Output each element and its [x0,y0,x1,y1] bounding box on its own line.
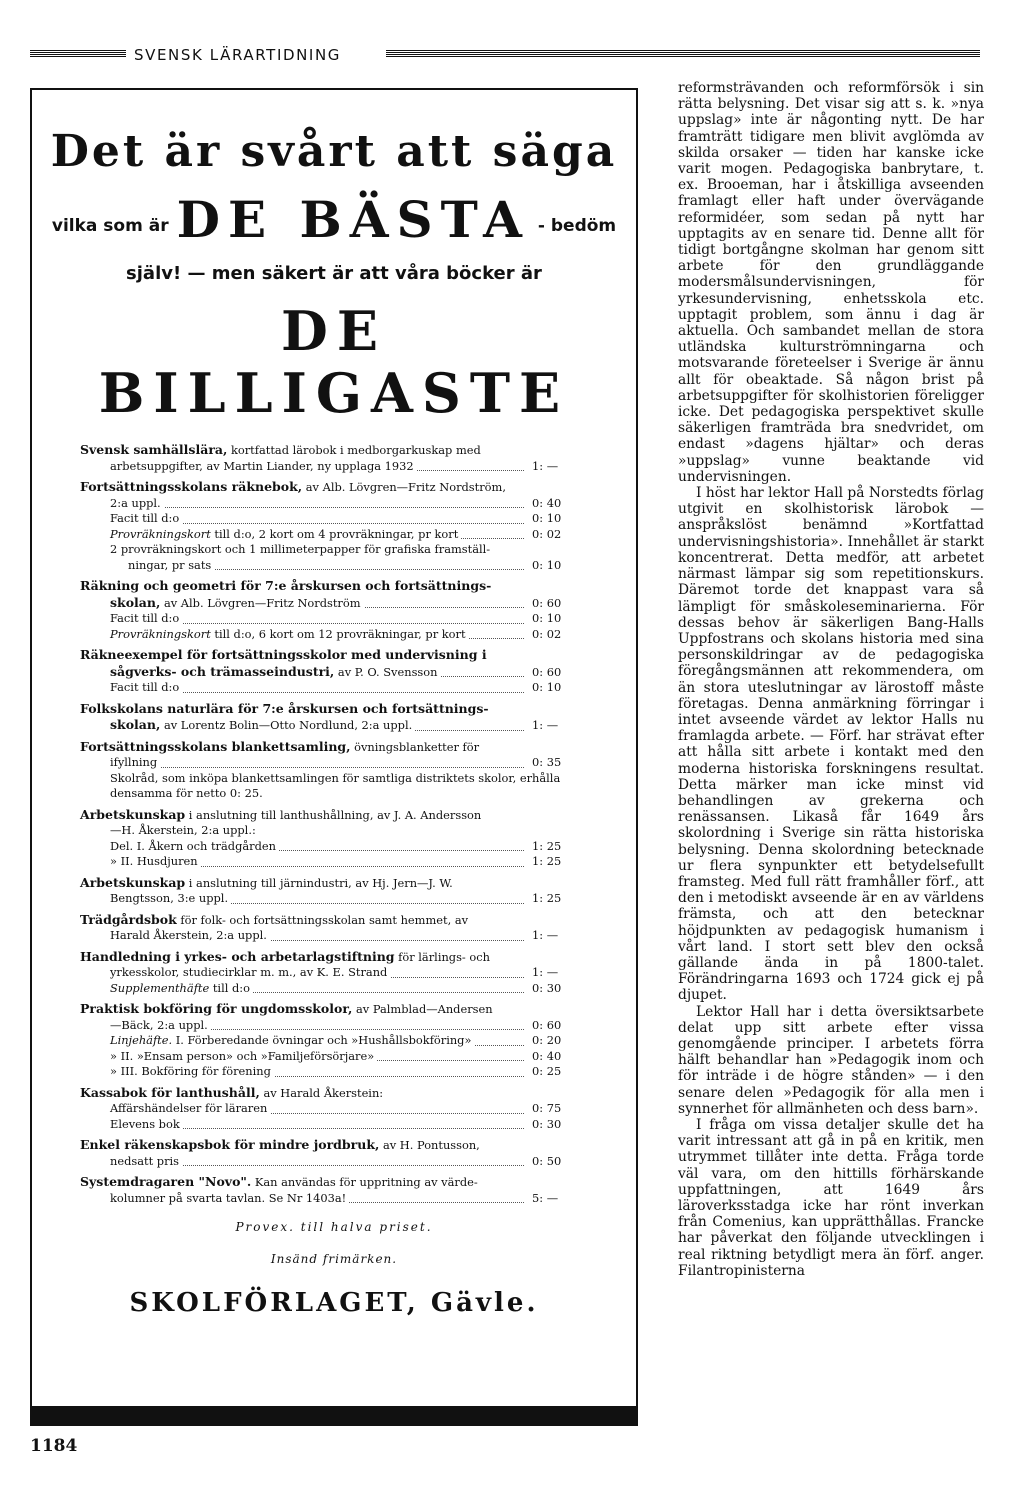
price: 1: — [532,928,580,944]
entry-desc: av Palmblad—Andersen [352,1002,493,1016]
entry-desc-cont: 2:a uppl. [110,495,161,510]
catalog-line [110,1101,580,1117]
sub-item [110,542,580,558]
line-text [110,511,182,525]
entry-title: Trädgårdsbok [80,911,177,927]
line-text [110,981,253,995]
entry-heading [80,949,580,966]
article-paragraph: reformsträvanden och reformförsök i sin rätta belysning. Det visar sig att s. k. »nya uppslag» inte är någonting nytt. De har framträtt tidigare men blivit avglömda av skilda orsaker — tiden har kanske icke varit mogen. Pedagogiska banbrytare, t. ex. Brooeman, har i åtskilliga avseenden framlagt eller haft under övervägande reformidéer, som sedan på nytt har upptagits av en senare tid. Denne allt för tidigt bortgångne skolman har genom sitt arbete för den grundläggande modersmålsundervisningen, för yrkesundervisning, enhetsskola etc. upptagit problem, som ännu i dag är aktuella. Och sambandet mellan de stora utländska kulturströmningarna och motsvarande företeelser i Sverige är ännu allt för obeaktade. Så någon brist på arbetsuppgifter för skolhistorien föreligger icke. Det pedagogiska perspektivet skulle säkerligen framträda bra snedvridet, om endast »dagens hjältar» och deras »uppslag» vunne beaktande vid undervisningen. [678,80,984,485]
line-text [110,665,440,679]
price: 0: 35 [532,755,580,771]
line-text [110,755,160,769]
price: 1: 25 [532,854,580,870]
line-text [110,928,270,942]
catalog-line [110,1064,580,1080]
price: 0: 60 [532,665,580,681]
entry-heading [80,875,580,892]
entry-desc-cont: yrkesskolor, studiecirklar m. m., av K. E. Strand [110,965,388,979]
entry-title-cont: skolan, [110,594,161,610]
price: 0: 02 [532,627,580,643]
line-text [110,627,469,641]
catalog-entry [80,1001,580,1080]
price: 1: — [532,965,580,981]
catalog-entry [80,647,580,696]
entry-heading [80,807,580,824]
entry-desc: för folk- och fortsättningsskolan samt hemmet, av [176,912,469,927]
header-rule-left [30,50,126,58]
sub-text: Facit till d:o [110,611,180,625]
price: 0: 75 [532,1101,580,1117]
line-text [110,1101,270,1115]
header-rule-right [386,50,980,58]
line-text [110,1191,349,1205]
price: 0: 25 [532,1064,580,1080]
catalog-entry [80,701,580,734]
catalog-line [110,496,580,512]
entry-heading [80,442,580,459]
entry-desc: av Alb. Lövgren—Fritz Nordström [160,595,361,610]
entry-title-cont: sågverks- och trämasseindustri, [110,663,335,679]
entry-desc: av H. Pontusson, [379,1138,480,1152]
catalog-line [110,527,580,543]
sub-text: till d:o [209,980,250,995]
running-header [30,44,980,66]
entry-title: Fortsättningsskolans blankettsamling, [80,738,351,754]
line-text [110,459,417,473]
catalog-line [110,965,580,981]
catalog-line [110,680,580,696]
price: 0: 40 [532,496,580,512]
line-text [110,1049,377,1063]
advertisement [30,88,638,1426]
ad-headline: Det är svårt att säga [50,126,618,177]
catalog-entry [80,912,580,944]
entry-desc-cont: arbetsuppgifter, av Martin Liander, ny upplaga 1932 [110,458,414,473]
price: 0: 40 [532,1049,580,1065]
article-paragraph: Lektor Hall har i detta översiktsarbete delat upp sitt arbete efter vissa genomgående principer. I arbetets förra hälft behandlar han »Pedagogik inom och för inträde i de högre stånden» — i den senare delen »Pedagogik för alla men i synnerhet för allmänheten och dess barn». [678,1003,984,1117]
ad-subheadline-pre: vilka som är [51,216,169,236]
catalog-line [110,1191,580,1207]
line-text [110,854,201,868]
line-text [110,965,390,979]
publisher-name: SKOLFÖRLAGET, Gävle. [129,1288,539,1318]
entry-heading [80,739,580,756]
sub-text: till d:o, 2 kort om 4 provräkningar, pr kort [210,526,459,541]
sub-text: » II. Husdjuren [110,854,198,868]
entry-desc: av Harald Åkerstein: [259,1085,384,1100]
ad-big-headline: DE BILLIGASTE [98,299,570,425]
entry-desc-cont: Harald Åkerstein, 2:a uppl. [110,928,267,942]
journal-title: SVENSK LÄRARTIDNING [134,46,342,64]
sub-label: Supplementhäfte [110,980,210,995]
entry-title: Folkskolans naturlära för 7:e årskursen och fortsättnings- [80,700,489,716]
catalog-line [110,664,580,681]
ad-subheadline-big: DE BÄSTA [176,190,530,249]
entry-title: Svensk samhällslära, [80,442,228,457]
entry-desc: av Lorentz Bolin—Otto Nordlund, 2:a uppl. [160,718,413,732]
entry-title: Kassabok för lanthushåll, [80,1084,260,1100]
sub-text: till d:o, 6 kort om 12 provräkningar, pr kort [210,626,466,641]
line-text [110,680,182,694]
sub-text: Facit till d:o [110,511,180,525]
line-text [110,1154,182,1168]
article-paragraph: I höst har lektor Hall på Norstedts förlag utgivit en skolhistorisk lärobok — anspråkslöst benämnd »Kortfattad undervisningshistoria». Innehållet är starkt koncentrerat. Detta medför, att arbetet närmast lämpar sig som repetitionskurs. Däremot torde det knappast vara så lämpligt för småskoleseminarierna. För dessas behov är säkerligen Bang-Halls Uppfostrans och skolans historia med sina personskildringar av de pedagogiska föregångsmännen att rekommendera, om än stora uteslutningar av lärostoff måste företagas. Denna anmärkning förringar i intet avseende värdet av lektor Halls nu framlagda arbete. — Förf. har strävat efter att hålla sitt arbete i kontakt med den moderna historiska forskningens resultat. Detta märker man icke minst vid behandlingen av grekerna och renässansen. Likaså får 1649 års skolordning i Sverige sin rätta historiska belysning. Denna skolordning betecknade ur flera synpunkter ett betydelsefullt framsteg. Med full rätt framhåller förf., att den i metodiskt avseende är en av världens främsta, och att den betecknar höjdpunkten av pedagogisk humanism i vårt land. I stort sett blev den också gällande ända in på 1800-talet. Förändringarna 1693 och 1724 gick ej på djupet. [678,485,984,1004]
entry-heading [80,1085,580,1102]
sub-text: 2 provräkningskort och 1 millimeterpapper för grafiska framställ- [110,542,491,556]
price: 1: 25 [532,839,580,855]
sub-label: Provräkningskort [110,626,211,641]
leader-dots [110,507,524,508]
line-text [110,1018,211,1032]
catalog-entry [80,479,580,573]
line-text [128,558,214,572]
line-text [110,496,164,510]
entry-heading [80,1001,580,1018]
catalog-line [110,627,580,643]
price: 0: 10 [532,511,580,527]
line-text [110,891,231,905]
entry-desc-cont: nedsatt pris [110,1153,180,1168]
catalog-line [110,1018,580,1034]
line-text [110,527,461,541]
line-text [110,1033,474,1047]
sub-text-cont: ningar, pr sats [128,557,212,572]
sub-text: Elevens bok [110,1116,180,1131]
ad-subheadline-post: - bedöm [537,216,617,236]
entry-note: Skolråd, som inköpa blankettsamlingen för samtliga distriktets skolor, erhålla densamma för netto 0: 25. [110,770,561,800]
line-text [110,1064,274,1078]
catalog-line [110,595,580,612]
catalog-line [110,891,580,907]
entry-heading [80,647,580,664]
price: 0: 10 [532,611,580,627]
ad-tagline: själv! — men säkert är att våra böcker är [126,263,542,284]
entry-title-cont: skolan, [110,717,161,732]
entry-desc: av Alb. Lövgren—Fritz Nordström, [302,480,506,494]
price: 1: 25 [532,891,580,907]
catalog-line [110,928,580,944]
ad-footer-offer: Provex. till halva priset. [235,1220,433,1234]
entry-title: Enkel räkenskapsbok för mindre jordbruk, [80,1137,380,1152]
entry-desc-cont: ifyllning [110,755,158,769]
catalog-entry [80,739,580,802]
page-number: 1184 [30,1436,78,1456]
entry-title: Räkneexempel för fortsättningsskolor med undervisning i [80,647,487,662]
catalog-entry [80,949,580,997]
price: 0: 10 [532,558,580,574]
line-text [110,1117,183,1131]
sub-text: Affärshändelser för läraren [110,1101,268,1115]
catalog-entry [80,1085,580,1133]
entry-desc: i anslutning till lanthushållning, av J. A. Andersson [185,807,482,822]
entry-heading [80,912,580,929]
price: 0: 10 [532,680,580,696]
ad-bottom-bar [30,1406,638,1426]
entry-desc-cont: —H. Åkerstein, 2:a uppl.: [110,823,256,837]
entry-heading [80,578,580,595]
price: 0: 02 [532,527,580,543]
sub-label: Provräkningskort [110,526,211,541]
entry-title: Arbetskunskap [80,874,186,890]
price: 0: 50 [532,1154,580,1170]
entry-desc: av P. O. Svensson [334,664,438,679]
price: 5: — [532,1191,580,1207]
article-paragraph: I fråga om vissa detaljer skulle det ha varit intressant att gå in på en kritik, men utrymmet tillåter inte detta. Fråga torde väl vara, om den hittills förhärskande uppfattningen, att 1649 års läroverksstadga icke har rönt inverkan från Comenius, kan upprätthållas. Francke har påverkat den följande utvecklingen i real riktning betydligt mera än förf. anger. Filantropinisterna [678,1117,984,1279]
catalog-line [110,717,580,734]
catalog-line [110,611,580,627]
catalog-entry [80,807,580,870]
catalog-entry [80,578,580,642]
line-text [110,596,364,610]
catalog-entry [80,1174,580,1206]
entry-title: Räkning och geometri för 7:e årskursen och fortsättnings- [80,578,492,593]
entry-desc: Kan användas för uppritning av värde- [251,1175,478,1189]
entry-desc-cont: kolumner på svarta tavlan. Se Nr 1403a! [110,1190,347,1205]
catalog-line [110,1033,580,1049]
entry-desc: i anslutning till järnindustri, av Hj. Jern—J. W. [185,875,453,890]
catalog-line [110,511,580,527]
entry-title: Fortsättningsskolans räknebok, [80,479,303,494]
price: 1: — [532,459,580,475]
entry-heading [80,1137,580,1154]
price: 0: 30 [532,1117,580,1133]
sub-text: » II. »Ensam person» och »Familjeförsörjare» [110,1048,375,1063]
catalog-line [110,854,580,870]
catalog-line [110,981,580,997]
entry-desc: för lärlings- och [394,949,490,964]
catalog-line [110,1154,580,1170]
sub-text: I. Förberedande övningar och »Hushållsbokföring» [172,1033,472,1047]
entry-title: Praktisk bokföring för ungdomsskolor, [80,1001,353,1016]
price: 0: 60 [532,1018,580,1034]
entry-title: Systemdragaren "Novo". [80,1174,252,1189]
sub-label: Linjehäfte. [110,1033,173,1047]
leader-dots [110,767,524,768]
ad-subheadline [32,190,636,249]
entry-heading [80,1174,580,1191]
ad-footer-stamps: Insänd frimärken. [270,1252,398,1266]
price: 1: — [532,718,580,734]
line-text [110,718,415,732]
catalog-line [128,558,580,574]
catalog-line [110,1049,580,1065]
sub-text: » III. Bokföring för förening [110,1064,271,1078]
price: 0: 30 [532,981,580,997]
entry-desc-cont: —Bäck, 2:a uppl. [110,1017,208,1032]
article-column [678,80,984,1279]
entry-desc: övningsblanketter för [350,739,480,754]
catalog-entry [80,875,580,907]
catalog-entry [80,442,580,474]
entry-title: Handledning i yrkes- och arbetarlagstiftning [80,948,395,964]
catalog-line [110,755,580,771]
entry-desc: kortfattad lärobok i medborgarkuskap med [227,443,481,457]
entry-title: Arbetskunskap [80,806,186,822]
catalog-entry [80,1137,580,1169]
sub-text: Del. I. Åkern och trädgården [110,838,276,853]
entry-heading [80,479,580,496]
book-catalog [80,442,580,1206]
sub-text: Facit till d:o [110,680,180,694]
entry-desc-cont: Bengtsson, 3:e uppl. [110,891,229,905]
catalog-line [110,839,580,855]
line-text [110,839,279,853]
entry-heading [80,701,580,718]
catalog-line [110,459,580,475]
catalog-line [110,1117,580,1133]
line-text [110,611,182,625]
price: 0: 60 [532,596,580,612]
price: 0: 20 [532,1033,580,1049]
